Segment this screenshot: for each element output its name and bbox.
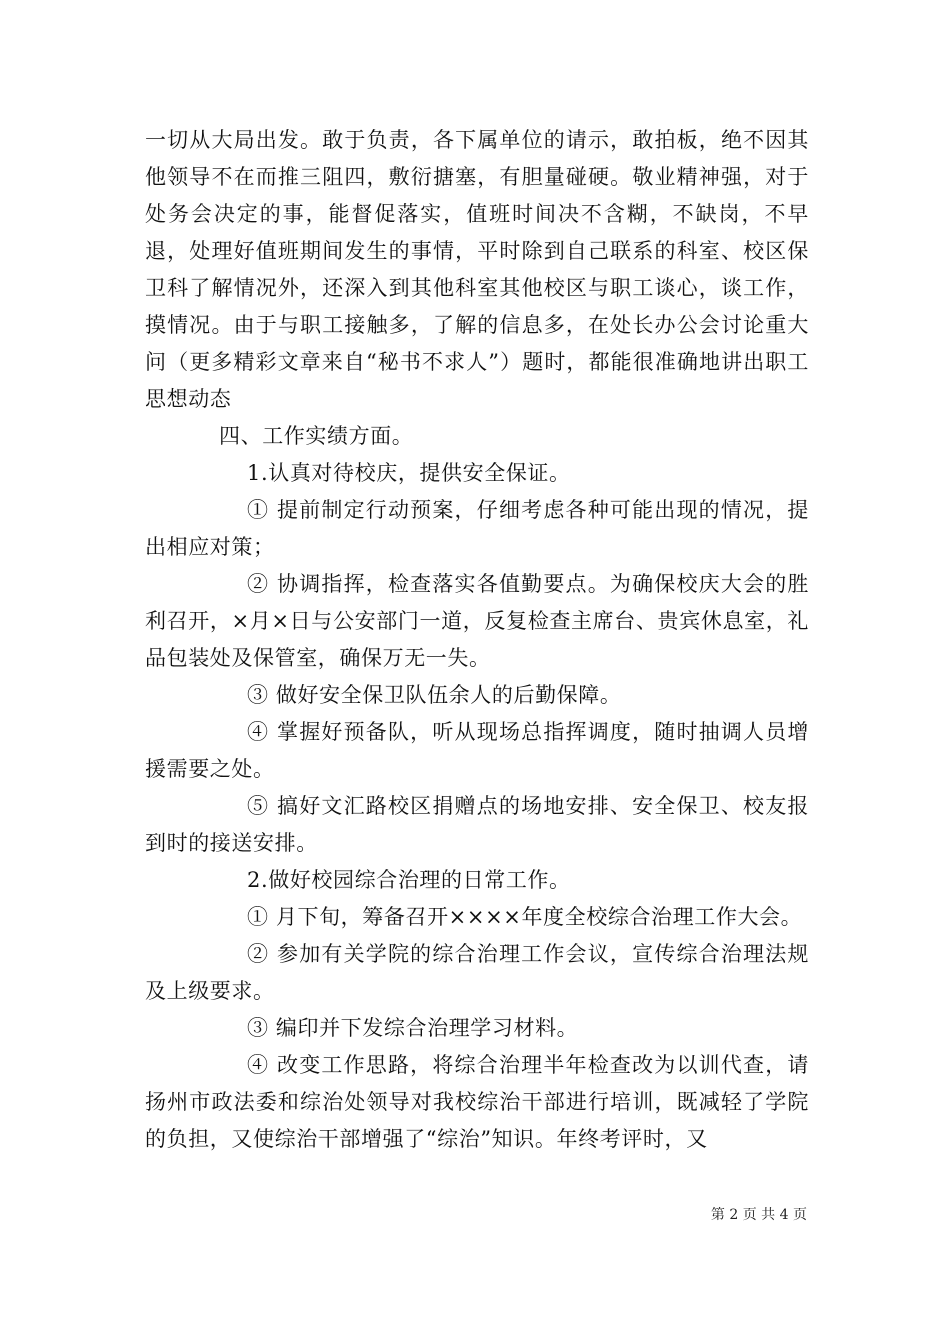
list-item: ③ 编印并下发综合治理学习材料。 [247,1016,579,1040]
subsection-heading: 2.做好校园综合治理的日常工作。 [247,868,571,892]
section-heading: 四、工作实绩方面。 [219,424,414,448]
list-item: ④ 掌握好预备队，听从现场总指挥调度，随时抽调人员增援需要之处。 [145,720,809,781]
list-item: ① 提前制定行动预案，仔细考虑各种可能出现的情况，提出相应对策； [145,498,809,559]
list-item: ④ 改变工作思路，将综合治理半年检查改为以训代查，请扬州市政法委和综治处领导对我校综治干部进行培训，既减轻了学院的负担，又使综治干部增强了“综治”知识。年终考评时，又 [145,1053,809,1151]
document-body [145,122,809,1158]
body-paragraph: 一切从大局出发。敢于负责，各下属单位的请示，敢拍板，绝不因其他领导不在而推三阻四，敷衍搪塞，有胆量碰硬。敬业精神强，对于处务会决定的事，能督促落实，值班时间决不含糊，不缺岗，不早退，处理好值班期间发生的事情，平时除到自己联系的科室、校区保卫科了解情况外，还深入到其他科室其他校区与职工谈心，谈工作，摸情况。由于与职工接触多，了解的信息多，在处长办公会讨论重大问（更多精彩文章来自“秘书不求人”）题时，都能很准确地讲出职工思想动态 [145,128,809,411]
list-item: ① 月下旬，筹备召开××××年度全校综合治理工作大会。 [247,905,803,929]
list-item: ⑤ 搞好文汇路校区捐赠点的场地安排、安全保卫、校友报到时的接送安排。 [145,794,809,855]
subsection-heading: 1.认真对待校庆，提供安全保证。 [247,461,571,485]
list-item: ② 参加有关学院的综合治理工作会议，宣传综合治理法规及上级要求。 [145,942,809,1003]
list-item: ② 协调指挥，检查落实各值勤要点。为确保校庆大会的胜利召开，×月×日与公安部门一道，反复检查主席台、贵宾休息室，礼品包装处及保管室，确保万无一失。 [145,572,809,670]
page-number-footer: 第 2 页 共 4 页 [710,1207,807,1223]
list-item: ③ 做好安全保卫队伍余人的后勤保障。 [247,683,622,707]
